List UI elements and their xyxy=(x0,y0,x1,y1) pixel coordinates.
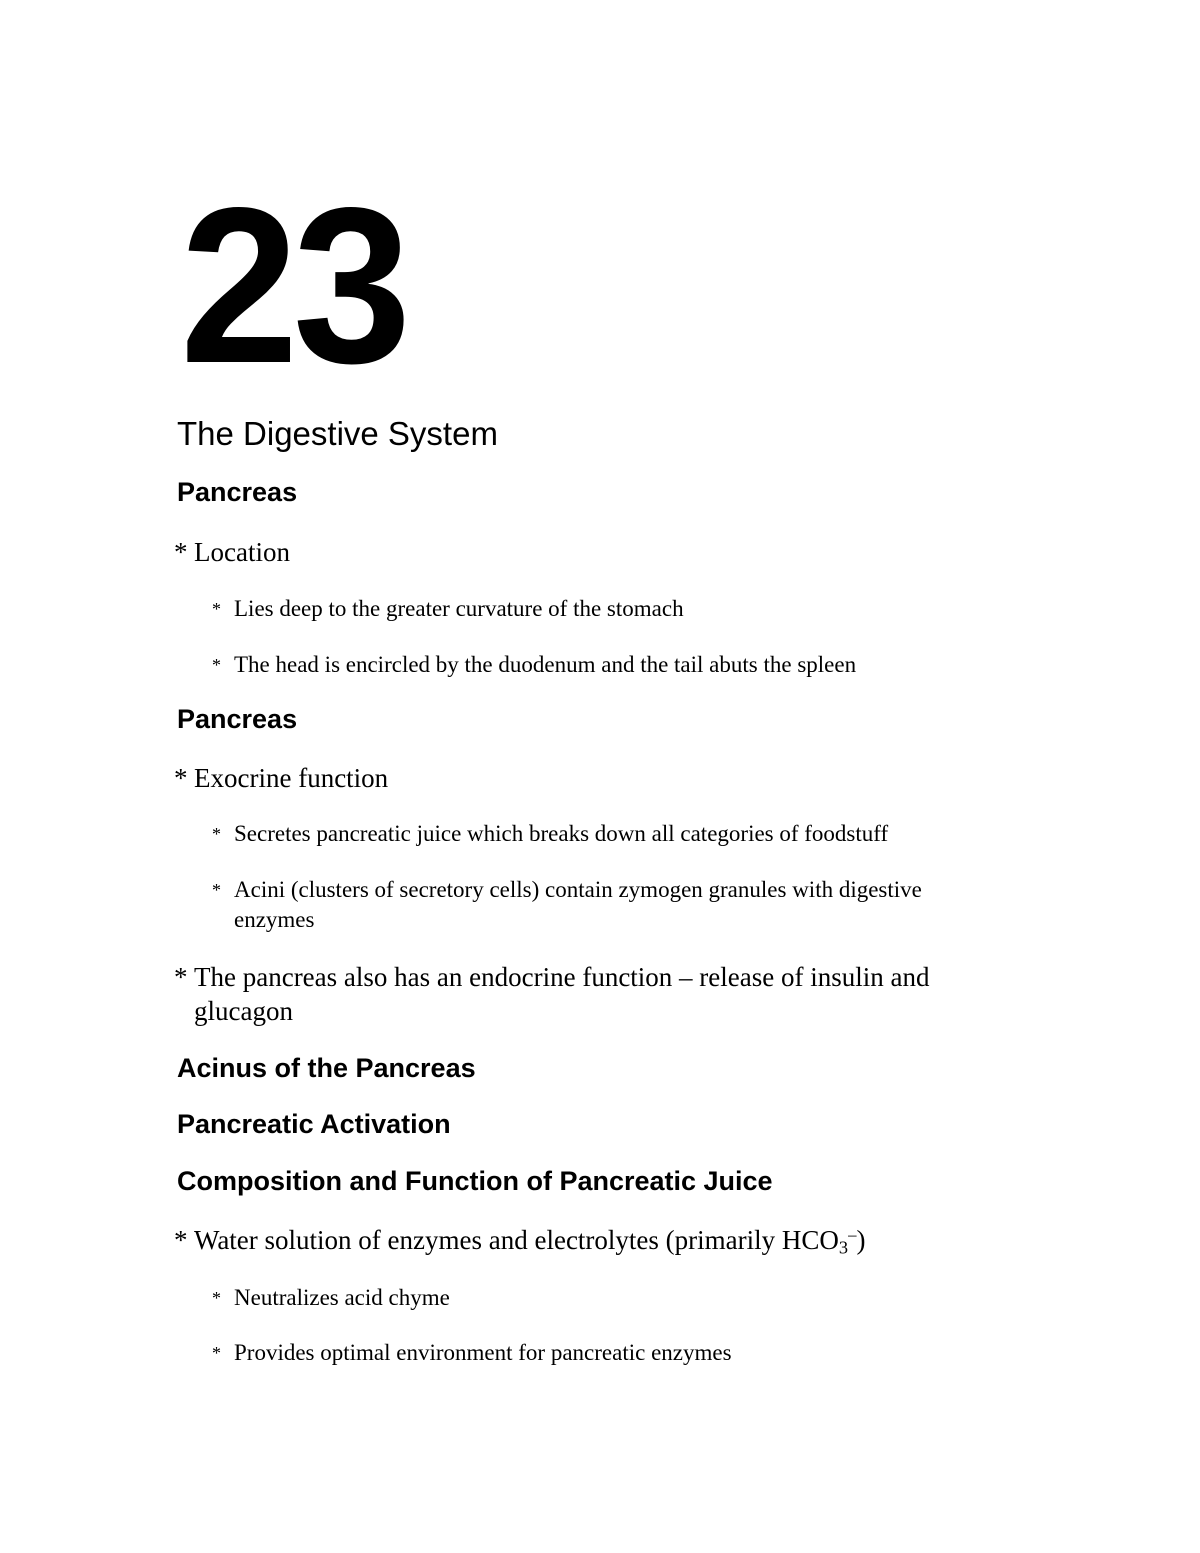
bullet-location xyxy=(174,535,1034,569)
section-heading-composition: Composition and Function of Pancreatic Juice xyxy=(177,1166,773,1196)
chapter-number: 23 xyxy=(180,162,406,410)
sub-bullet-stomach xyxy=(212,594,1042,624)
bullet-text: Acini (clusters of secretory cells) contain zymogen granules with digestive enzymes xyxy=(234,877,922,932)
bullet-mark: * xyxy=(174,537,188,567)
sub-bullet-optimal-environment xyxy=(212,1338,1042,1368)
bullet-text: Exocrine function xyxy=(194,763,389,793)
sub-bullet-duodenum xyxy=(212,650,1042,680)
bullet-water-solution xyxy=(174,1223,1034,1257)
sub-bullet-neutralizes xyxy=(212,1283,1042,1313)
bullet-mark: * xyxy=(212,599,221,619)
bullet-mark: * xyxy=(174,1225,188,1255)
bullet-mark: * xyxy=(174,962,188,992)
bullet-mark: * xyxy=(212,824,221,844)
bullet-mark: * xyxy=(212,880,221,900)
bullet-mark: * xyxy=(212,655,221,675)
sub-bullet-acini xyxy=(212,875,972,935)
bullet-endocrine xyxy=(174,960,1014,1028)
bullet-text-prefix: Water solution of enzymes and electrolytes (primarily HCO xyxy=(194,1225,839,1255)
bullet-text: Provides optimal environment for pancreatic enzymes xyxy=(234,1340,732,1365)
bullet-mark: * xyxy=(174,763,188,793)
bullet-mark: * xyxy=(212,1288,221,1308)
bullet-text: Secretes pancreatic juice which breaks down all categories of foodstuff xyxy=(234,821,889,846)
bullet-text: Neutralizes acid chyme xyxy=(234,1285,450,1310)
bullet-text: The head is encircled by the duodenum and the tail abuts the spleen xyxy=(234,652,857,677)
superscript-minus: – xyxy=(848,1224,857,1244)
bullet-text: Location xyxy=(194,537,290,567)
chapter-title: The Digestive System xyxy=(177,415,498,452)
bullet-text: The pancreas also has an endocrine function – release of insulin and glucagon xyxy=(194,962,930,1026)
bullet-text xyxy=(194,1223,865,1257)
sub-bullet-secretes xyxy=(212,819,1042,849)
bullet-mark: * xyxy=(212,1343,221,1363)
section-heading-activation: Pancreatic Activation xyxy=(177,1109,451,1139)
section-heading-acinus: Acinus of the Pancreas xyxy=(177,1053,476,1083)
bullet-text: Lies deep to the greater curvature of the stomach xyxy=(234,596,684,621)
section-heading-pancreas-2: Pancreas xyxy=(177,704,298,734)
section-heading-pancreas-1: Pancreas xyxy=(177,477,298,507)
subscript-3: 3 xyxy=(838,1237,849,1258)
bullet-text-suffix: ) xyxy=(856,1225,866,1255)
bullet-exocrine xyxy=(174,761,1034,795)
